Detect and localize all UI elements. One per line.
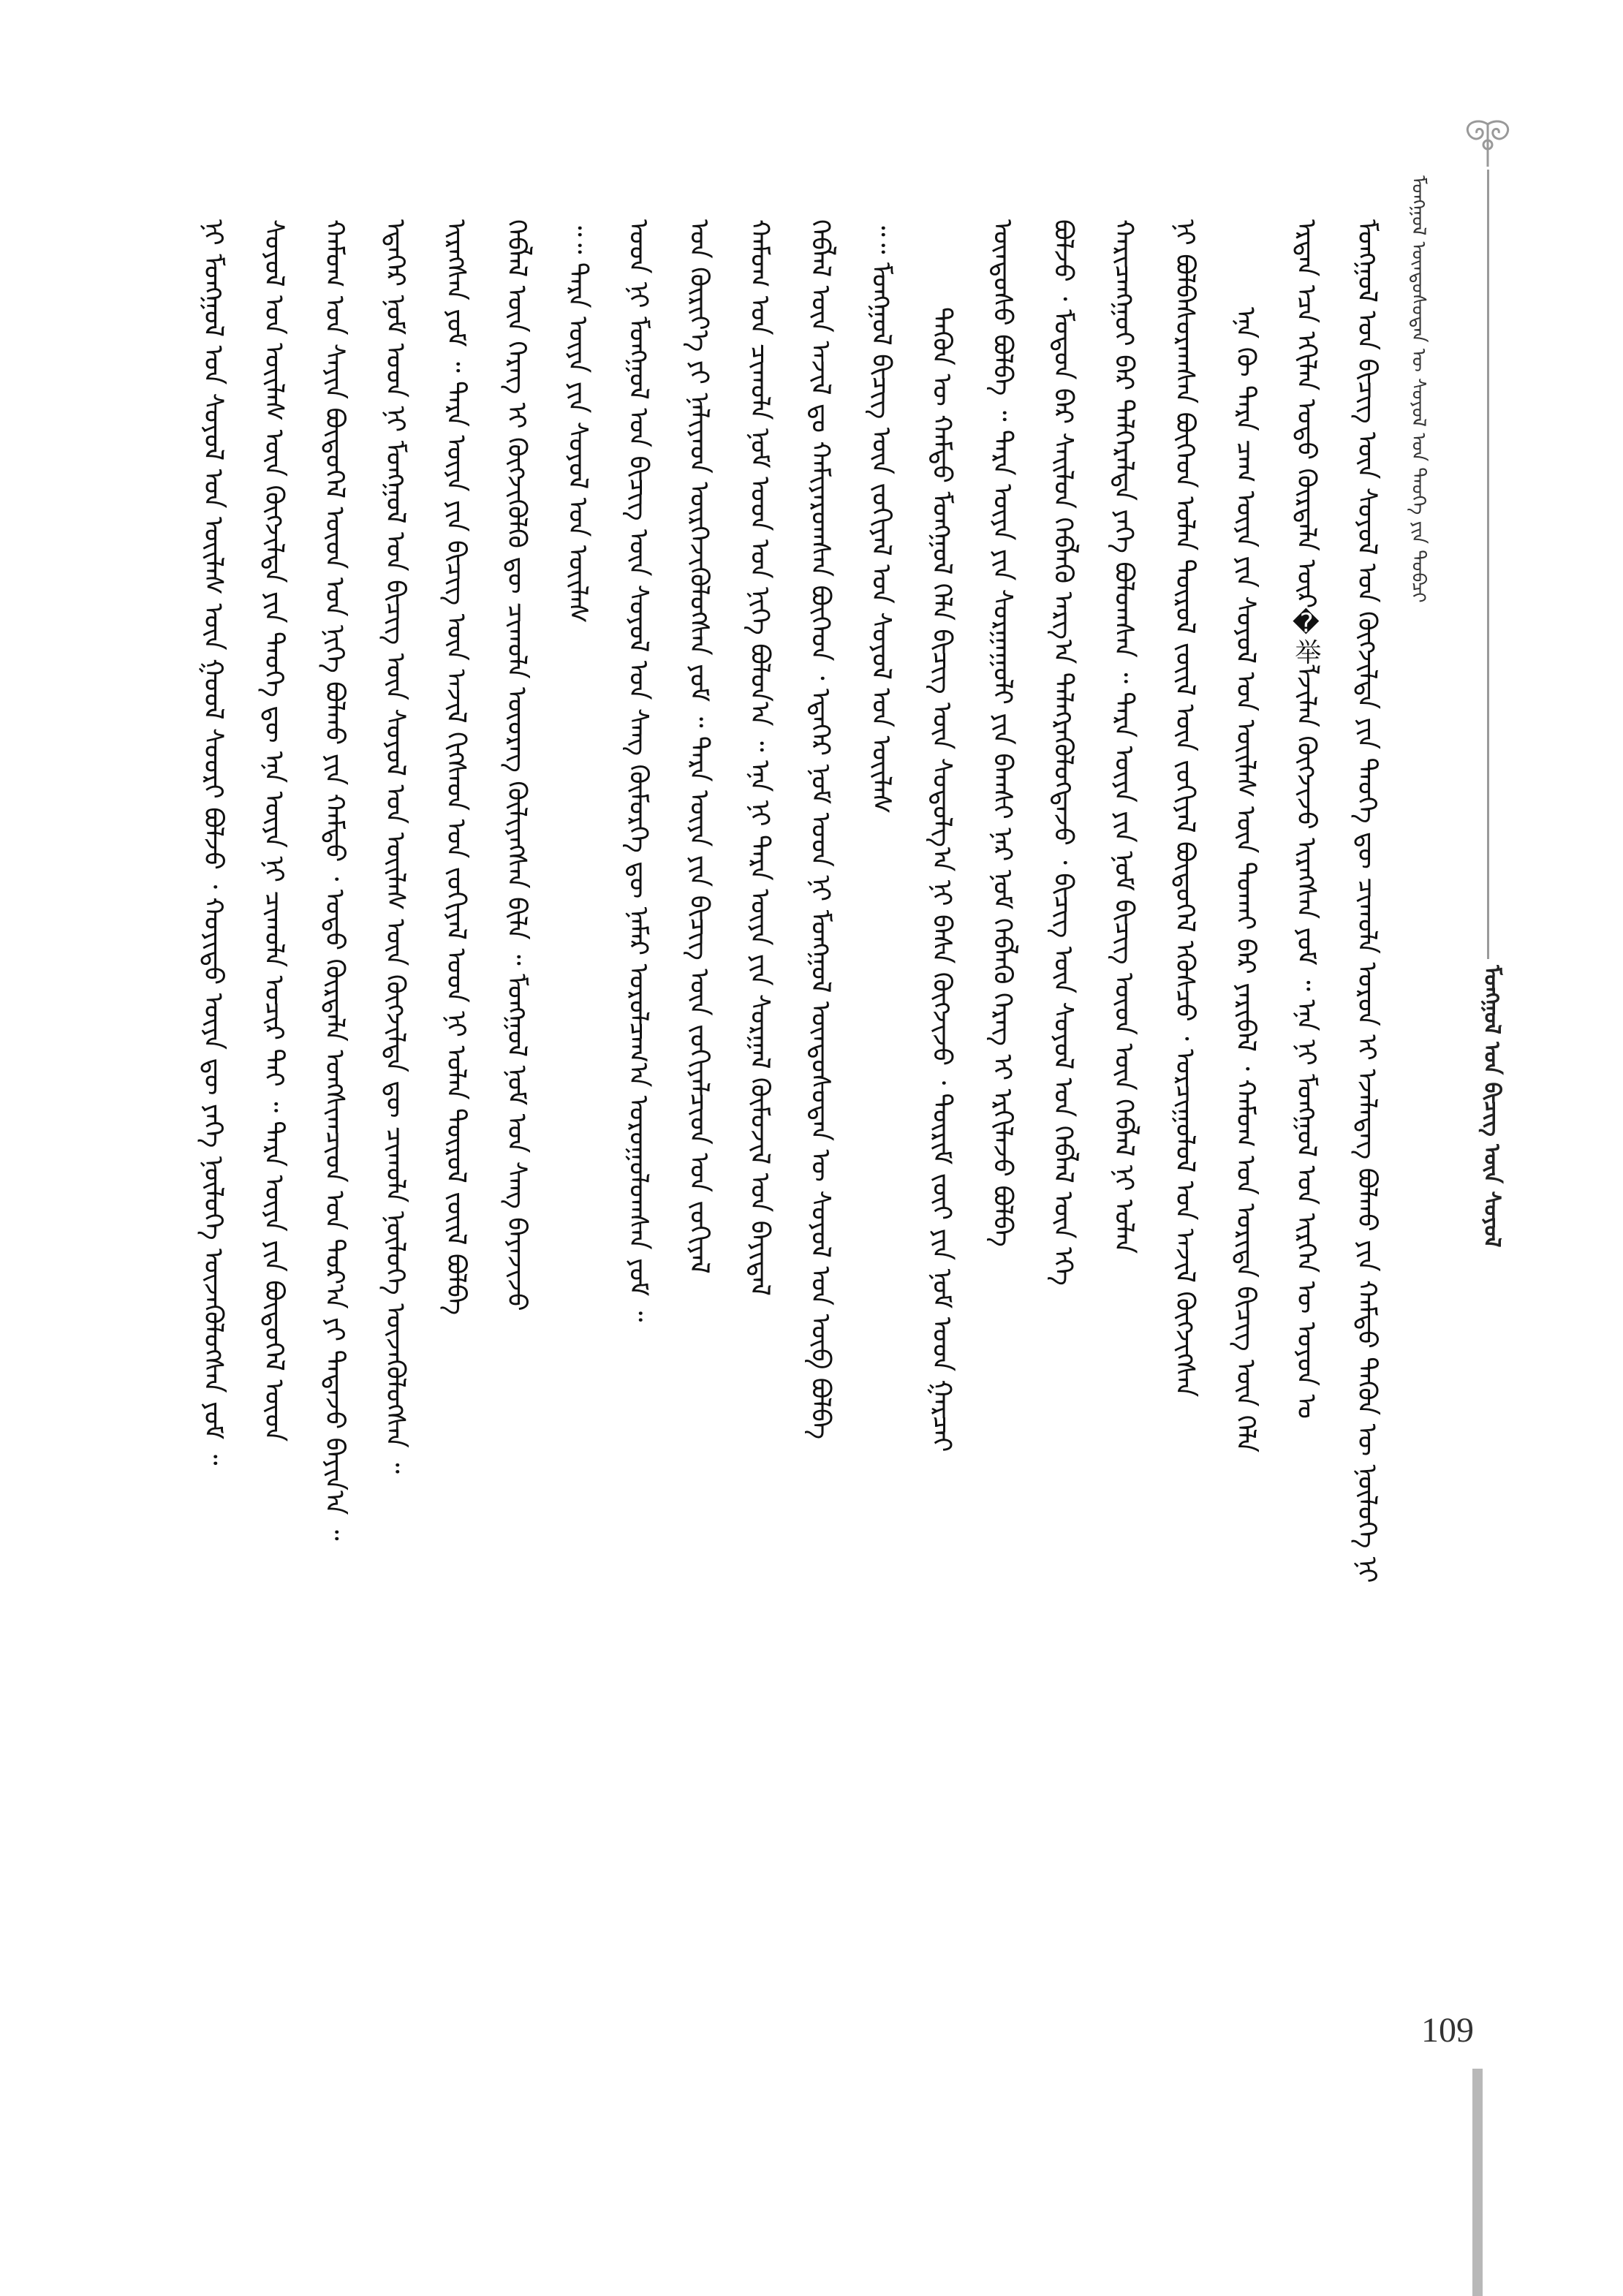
- text-column: ᠢᠷᠡᠭᠰᠡᠨ ᠶᠤᠮ ᠃ ᠲᠡᠷᠡ ᠦᠶᠡ ᠶᠢᠨ ᠪᠢᠴᠢᠭ ᠦᠨ ᠠᠵᠢᠯ ᠬᠢᠭᠰᠡᠳ ᠤᠨ ᠵᠣᠬᠢᠶᠠᠯ ᠤᠳ ᠨᠢ ᠣᠯᠠᠨ ᠲᠥᠷᠦᠯ ᠵᠦᠢᠯ ᠪᠣᠯᠪᠠ: [441, 219, 472, 1316]
- body-text: [190, 219, 1389, 2091]
- text-column: ᠡᠷᠲᠡᠨ ᠡᠴᠡ ᠡᠬᠢᠯᠡᠨ ᠣᠳᠣ ᠬᠦᠷᠲᠡᠯᠡ ᠦᠷ�举ᠯᠵᠢᠯᠡᠨ ᠬᠥᠭᠵᠢᠵᠦ ᠢᠷᠡᠭᠰᠡᠨ ᠶᠤᠮ ᠃ ᠡᠨᠡ ᠨᠢ ᠮᠣᠩᠭᠣᠯ ᠤᠨ ᠢᠷᠭᠡᠨ ᠦ ᠣᠶᠤᠨ ᠤ: [1290, 219, 1321, 1419]
- running-header-title: ᠮᠣᠩᠭᠣᠯ ᠤᠨ ᠪᠢᠴᠢᠭ ᠦᠨ ᠰᠣᠶᠣᠯ: [1479, 965, 1505, 1248]
- page-number: 109: [1421, 2011, 1474, 2050]
- text-column: ᠬᠡᠪᠯᠡᠯ ᠦᠨ ᠬᠡᠷᠡᠭ ᠢ ᠬᠥᠭᠵᠢᠭᠦᠯᠬᠦ ᠳᠦ ᠴᠢᠬᠤᠯᠠ ᠦᠦᠷᠡᠭ ᠬᠦᠯᠢᠶᠡᠭᠰᠡᠨ ᠪᠢᠯᠡ ᠃ ᠮᠣᠩᠭᠣᠯ ᠨᠣᠮ ᠤᠨ ᠰᠠᠩ ᠪᠠᠶᠠᠵᠢᠵᠤ: [502, 219, 532, 1311]
- scroll-ornament-icon: [1455, 117, 1521, 168]
- text-column: ᠨᠢ ᠪᠣᠯᠪᠠᠰᠤᠷᠠᠭᠰᠠᠨ ᠪᠥᠭᠡᠳ ᠣᠯᠠᠨ ᠲᠥᠷᠦᠯ ᠵᠦᠢᠯ ᠦᠨ ᠵᠣᠬᠢᠶᠠᠯ ᠪᠦᠲᠦᠭᠡᠯ ᠡᠭᠦᠰᠴᠦ ᠂ ᠣᠷᠴᠢᠭᠤᠯᠤᠯ ᠤᠨ ᠠᠵᠢᠯ ᠬᠥᠭᠵᠢᠭᠰᠡᠨ: [1169, 219, 1200, 1398]
- text-column: ᠃᠃ ᠮᠣᠩᠭᠣᠯ ᠪᠢᠴᠢᠭ ᠦᠨ ᠵᠣᠬᠢᠶᠠᠯ ᠤᠨ ᠰᠣᠶᠣᠯ ᠤᠨ ᠦᠢᠯᠡᠰ: [866, 219, 896, 814]
- text-column: ᠬᠡᠪᠯᠡᠯ ᠦᠨ ᠠᠵᠢᠯ ᠳᠤ ᠬᠠᠮᠢᠶᠠᠷᠤᠭᠰᠠᠨ ᠪᠥᠭᠡᠳ ᠂ ᠡᠳᠡᠭᠡᠷ ᠨᠣᠮ ᠤᠳ ᠨᠢ ᠮᠣᠩᠭᠣᠯ ᠦᠨᠳᠦᠰᠦᠲᠡᠨ ᠦ ᠰᠣᠶᠣᠯ ᠤᠨ ᠥᠪ ᠪᠣᠯᠪᠠ: [805, 219, 836, 1440]
- text-column: ᠰᠣᠶᠣᠯ ᠤᠨ ᠦᠢᠯᠡᠰ ᠦᠨ ᠬᠥᠭᠵᠢᠯᠲᠡ ᠶᠢᠨ ᠲᠡᠦᠬᠡ ᠳᠦ ᠡᠨᠡ ᠦᠶᠡ ᠨᠢ ᠴᠢᠬᠤᠯᠠ ᠤᠴᠢᠷ ᠲᠠᠢ ᠃ ᠲᠡᠷᠡ ᠦᠶᠡ ᠶᠢᠨ ᠪᠦᠲᠦᠭᠡᠯ ᠦᠳ: [259, 219, 290, 1442]
- text-column: ᠮᠣᠩᠭᠣᠯ ᠤᠨ ᠪᠢᠴᠢᠭ ᠦᠨ ᠰᠣᠶᠣᠯ ᠤᠨ ᠬᠥᠭᠵᠢᠯᠲᠡ ᠶᠢᠨ ᠲᠡᠦᠬᠡ ᠳᠦ ᠴᠢᠬᠤᠯᠠ ᠣᠷᠣᠨ ᠢ ᠡᠵᠡᠯᠡᠳᠡᠭ ᠪᠣᠯᠬᠤ ᠶᠢᠨ ᠬᠠᠮᠲᠤ ᠲᠡᠭᠦᠨ ᠦ ᠨᠥᠯᠥᠭᠡ ᠨᠢ: [1351, 219, 1382, 1583]
- page-edge-bar: [1472, 2069, 1483, 2296]
- text-column: ᠬᠠᠮᠤᠭ ᠤᠨ ᠴᠢᠬᠤᠯᠠ ᠨᠣᠮ ᠤᠳ ᠤᠨ ᠨᠢᠭᠡ ᠪᠣᠯᠤᠨ᠎ᠠ ᠃ ᠡᠨᠡ ᠨᠢ ᠲᠡᠷᠡ ᠦᠶᠡ ᠶᠢᠨ ᠰᠤᠷᠭᠠᠯ ᠬᠦᠮᠦᠵᠢᠯ ᠤᠨ ᠪᠠᠶᠢᠳᠠᠯ: [744, 219, 775, 1296]
- text-column: ᠡᠨᠡ ᠬᠦ ᠲᠡᠷᠡ ᠴᠠᠭ ᠦᠶᠡ ᠶᠢᠨ ᠰᠣᠶᠣᠯ ᠤᠨ ᠦᠢᠯᠡᠰ ᠦᠨ ᠲᠣᠬᠠᠢ ᠪᠠᠷ ᠶᠠᠷᠢᠪᠠᠯ ᠂ ᠬᠠᠮᠤᠭ ᠤᠨ ᠤᠷᠢᠳᠠ ᠪᠢᠴᠢᠭ ᠦᠨ ᠬᠡᠯᠡ: [1230, 307, 1260, 1453]
- running-subheading: ᠮᠣᠩᠭᠣᠯ ᠦᠨᠳᠦᠰᠦᠲᠡᠨ ᠦ ᠰᠣᠶᠣᠯ ᠤᠨ ᠲᠡᠦᠬᠡ ᠶᠢᠨ ᠲᠣᠪᠴᠢ: [1407, 175, 1429, 603]
- text-column: ᠪᠣᠯᠵᠤ ᠂ ᠮᠣᠳᠣᠨ ᠪᠡᠷ ᠰᠡᠢᠯᠦᠨ ᠬᠡᠪᠯᠡᠬᠦ ᠠᠷᠭ᠎ᠠ ᠲᠡᠯᠡᠭᠷᠡᠭᠦᠯᠦᠭᠳᠡᠵᠦ ᠂ ᠪᠢᠴᠢᠭ ᠦᠨ ᠰᠣᠶᠣᠯ ᠤᠨ ᠬᠡᠪᠯᠡᠯ ᠦᠨ ᠡᠬᠡ: [1048, 219, 1078, 1286]
- header-rule: [1487, 170, 1489, 959]
- text-column: ᠬᠠᠷᠢᠴᠠᠩᠭᠤᠢ ᠪᠡᠷ ᠲᠡᠯᠭᠡᠷᠡᠯᠲᠡ ᠶᠡᠬᠡ ᠪᠣᠯᠤᠭᠰᠠᠨ ᠃ ᠲᠡᠷᠡ ᠦᠶᠡ ᠶᠢᠨ ᠨᠣᠮ ᠪᠢᠴᠢᠭ ᠦᠳ ᠦᠨ ᠬᠡᠪᠯᠡᠯ ᠨᠢ ᠣᠯᠠᠨ: [1108, 219, 1139, 1254]
- text-column: ᠦᠨᠳᠦᠰᠦ ᠪᠣᠯᠪᠠ ᠃ ᠲᠡᠷᠡ ᠦᠶᠡ ᠶᠢᠨ ᠰᠤᠷᠭᠠᠭᠤᠯᠢ ᠶᠢᠨ ᠪᠠᠭᠰᠢ ᠨᠠᠷ ᠨᠣᠮ ᠬᠡᠪᠯᠡᠬᠦ ᠬᠡᠷᠡᠭ ᠢ ᠡᠷᠬᠢᠯᠡᠵᠦ ᠪᠣᠯᠪᠠ: [987, 219, 1018, 1247]
- text-column: ᠃᠃ ᠲᠡᠷᠡ ᠦᠶᠡ ᠶᠢᠨ ᠰᠣᠶᠣᠯ ᠤᠨ ᠦᠢᠯᠡᠰ: [562, 219, 593, 624]
- text-column: ᠤᠨ ᠬᠦᠷᠢᠶ᠎ᠡ ᠶᠢ ᠨᠡᠯᠢᠶᠡᠳ ᠥᠷᠭᠡᠵᠢᠭᠦᠯᠦᠭᠰᠡᠨ ᠶᠤᠮ ᠃ ᠲᠡᠷᠡ ᠦᠶᠡ ᠶᠢᠨ ᠪᠢᠴᠢᠭ ᠦᠨ ᠵᠣᠬᠢᠶᠠᠯᠴᠢᠳ ᠤᠨ ᠵᠣᠬᠢᠶᠠᠯ: [684, 219, 714, 1274]
- text-column: ᠬᠠᠮᠤᠭ ᠤᠨ ᠰᠠᠶᠢᠨ ᠪᠦᠲᠦᠭᠡᠯ ᠦᠳ ᠤᠨ ᠨᠢᠭᠡ ᠪᠣᠯᠬᠤ ᠶᠢᠨ ᠬᠠᠮᠲᠤ ᠂ ᠣᠳᠣ ᠬᠦᠷᠲᠡᠯᠡ ᠤᠩᠰᠢᠭᠴᠢᠳ ᠤᠨ ᠳᠤᠷ᠎ᠠ ᠶᠢ ᠲᠠᠲᠠᠵᠤ ᠪᠠᠶᠢᠨ᠎ᠠ ᠃: [319, 219, 350, 1541]
- text-column: ᠡᠳᠡᠭᠡᠷ ᠨᠣᠮ ᠤᠳ ᠨᠢ ᠮᠣᠩᠭᠣᠯ ᠤᠨ ᠪᠢᠴᠢᠭ ᠦᠨ ᠰᠣᠶᠣᠯ ᠤᠨ ᠦᠢᠯᠡᠰ ᠦᠨ ᠬᠥᠭᠵᠢᠯᠲᠡ ᠳᠦ ᠴᠢᠬᠤᠯᠠ ᠨᠥᠯᠥᠭᠡ ᠦᠵᠡᠭᠦᠯᠦᠭᠰᠡᠨ ᠃: [380, 219, 411, 1474]
- text-column: ᠨᠢ ᠮᠣᠩᠭᠣᠯ ᠤᠨ ᠰᠣᠶᠣᠯ ᠤᠨ ᠦᠢᠯᠡᠰ ᠦᠨ ᠭᠣᠣᠯ ᠰᠤᠤᠷᠢ ᠪᠣᠯᠵᠤ ᠂ ᠬᠣᠶᠢᠲᠤ ᠦᠶᠡ ᠳᠦ ᠶᠡᠬᠡ ᠨᠥᠯᠥᠭᠡ ᠦᠵᠡᠭᠦᠯᠦᠭᠰᠡᠨ ᠶᠤᠮ ᠃: [198, 219, 228, 1466]
- text-column: ᠤᠳ ᠨᠢ ᠮᠣᠩᠭᠣᠯ ᠤᠨ ᠪᠢᠴᠢᠭ ᠦᠨ ᠰᠣᠶᠣᠯ ᠤᠨ ᠰᠠᠩ ᠬᠥᠮᠦᠷᠭᠡ ᠳᠦ ᠨᠡᠮᠡᠷ ᠣᠷᠣᠯᠴᠠᠭ᠎ᠠ ᠣᠷᠣᠭᠤᠯᠤᠭᠰᠠᠨ ᠶᠤᠮ ᠃: [623, 219, 654, 1322]
- text-column: ᠲᠡᠭᠦᠨ ᠦ ᠬᠠᠮᠲᠤ ᠮᠣᠩᠭᠣᠯ ᠬᠡᠯᠡ ᠪᠢᠴᠢᠭ ᠦᠨ ᠰᠤᠳᠤᠯᠭ᠎ᠠ ᠨᠢ ᠪᠠᠰᠠ ᠬᠥᠭᠵᠢᠵᠦ ᠂ ᠳᠦᠷᠢᠮ ᠵᠦᠢ ᠶᠢᠨ ᠨᠣᠮ ᠤᠳ ᠭᠠᠷᠴᠠᠢ: [926, 307, 957, 1452]
